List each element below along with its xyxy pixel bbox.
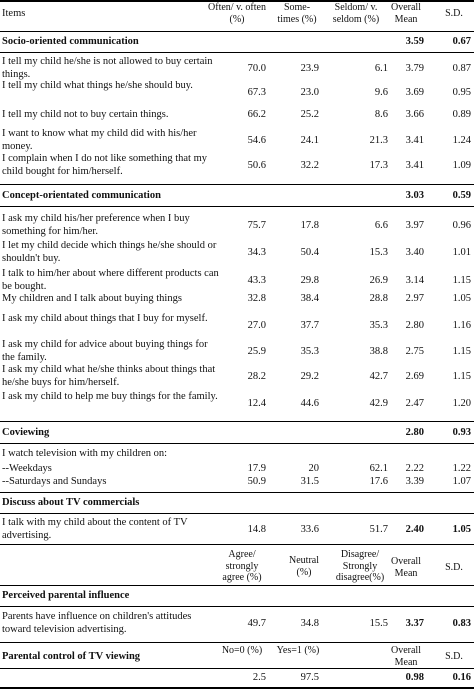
table-row-item: My children and I talk about buying things: [2, 293, 182, 304]
cell-sometimes: 31.5: [300, 476, 319, 487]
cell-mean: 0.98: [405, 672, 424, 683]
cell-sd: 1.22: [452, 463, 471, 474]
cell-sd: 1.01: [452, 247, 471, 258]
section-rule: [0, 668, 474, 669]
cell-mean: 2.97: [405, 293, 424, 304]
cell-mean: 2.47: [405, 398, 424, 409]
cell-mean: 3.40: [405, 247, 424, 258]
section-rule: [0, 52, 474, 53]
cell-sometimes: 23.0: [300, 87, 319, 98]
table-row-item: I want to know what my child did with his/her money.: [2, 128, 197, 152]
cell-sd: 1.09: [452, 160, 471, 171]
cell-mean: 3.37: [405, 618, 424, 629]
control-header-sd: S.D.: [445, 651, 463, 662]
cell-seldom: 42.9: [369, 398, 388, 409]
cell-mean: 3.79: [405, 63, 424, 74]
table-row-item: I talk to him/her about where different products can be bought.: [2, 268, 219, 292]
control-header-mean: Overall Mean: [391, 645, 421, 668]
cell-often: 32.8: [247, 293, 266, 304]
table-row-item: --Weekdays: [2, 463, 52, 474]
section-sd: 0.93: [452, 427, 471, 438]
cell-seldom: 62.1: [369, 463, 388, 474]
section-rule: [0, 206, 474, 207]
cell-sometimes: 23.9: [300, 63, 319, 74]
section-title: Coviewing: [2, 427, 50, 438]
cell-often: 70.0: [247, 63, 266, 74]
section-sd: 0.59: [452, 190, 471, 201]
cell-mean: 2.40: [405, 524, 424, 535]
cell-mean: 3.97: [405, 220, 424, 231]
cell-often: 17.9: [247, 463, 266, 474]
section-title: Socio-oriented communication: [2, 36, 139, 47]
cell-mean: 2.80: [405, 320, 424, 331]
cell-mean: 3.41: [405, 135, 424, 146]
cell-no: 2.5: [252, 672, 266, 683]
section-end-rule: [0, 492, 474, 493]
cell-sometimes: 17.8: [300, 220, 319, 231]
section-end-rule: [0, 421, 474, 422]
cell-sd: 1.07: [452, 476, 471, 487]
cell-sometimes: 33.6: [300, 524, 319, 535]
cell-sometimes: 50.4: [300, 247, 319, 258]
section-mean: 3.59: [405, 36, 424, 47]
cell-seldom: 17.3: [369, 160, 388, 171]
header-sd: S.D.: [445, 8, 463, 19]
table-row-item: I ask my child his/her preference when I buy something for him/her.: [2, 213, 190, 237]
header2-sd: S.D.: [445, 562, 463, 573]
cell-sd: 0.16: [452, 672, 471, 683]
cell-seldom: 8.6: [374, 109, 388, 120]
table-row-item: I let my child decide which things he/she should or shouldn't buy.: [2, 240, 217, 264]
cell-often: 43.3: [247, 275, 266, 286]
cell-sd: 1.24: [452, 135, 471, 146]
cell-mean: 3.14: [405, 275, 424, 286]
cell-sd: 1.05: [452, 524, 471, 535]
cell-mean: 3.69: [405, 87, 424, 98]
cell-often: 66.2: [247, 109, 266, 120]
cell-sd: 1.05: [452, 293, 471, 304]
cell-often: 75.7: [247, 220, 266, 231]
cell-sometimes: 37.7: [300, 320, 319, 331]
section-end-rule: [0, 544, 474, 545]
cell-seldom: 15.3: [369, 247, 388, 258]
section-title: Concept-orientated communication: [2, 190, 161, 201]
header-mean: Overall Mean: [391, 2, 421, 25]
section-title: Perceived parental influence: [2, 590, 130, 601]
header2-agree: Agree/ strongly agree (%): [222, 549, 262, 583]
table-row-item: --Saturdays and Sundays: [2, 476, 107, 487]
cell-neutral: 34.8: [300, 618, 319, 629]
control-header-no: No=0 (%): [221, 645, 263, 656]
cell-often: 54.6: [247, 135, 266, 146]
cell-often: 67.3: [247, 87, 266, 98]
section-end-rule: [0, 642, 474, 643]
section-sd: 0.67: [452, 36, 471, 47]
cell-sd: 0.87: [452, 63, 471, 74]
cell-mean: 3.41: [405, 160, 424, 171]
table-row-item: I tell my child not to buy certain things.: [2, 109, 169, 120]
cell-often: 50.6: [247, 160, 266, 171]
cell-sd: 1.15: [452, 371, 471, 382]
cell-sometimes: 44.6: [300, 398, 319, 409]
cell-often: 12.4: [247, 398, 266, 409]
cell-sometimes: 29.8: [300, 275, 319, 286]
cell-mean: 2.75: [405, 346, 424, 357]
cell-seldom: 17.6: [369, 476, 388, 487]
cell-often: 25.9: [247, 346, 266, 357]
cell-disagree: 15.5: [369, 618, 388, 629]
cell-often: 28.2: [247, 371, 266, 382]
table-row-item: I ask my child to help me buy things for the family.: [2, 391, 218, 402]
cell-seldom: 6.1: [374, 63, 388, 74]
section-rule: [0, 443, 474, 444]
cell-sometimes: 25.2: [300, 109, 319, 120]
cell-seldom: 42.7: [369, 371, 388, 382]
cell-sd: 0.89: [452, 109, 471, 120]
cell-agree: 49.7: [247, 618, 266, 629]
table-row-item: I complain when I do not like something that my child bought for him/herself.: [2, 153, 208, 177]
section-rule: [0, 606, 474, 607]
cell-seldom: 6.6: [374, 220, 388, 231]
cell-sd: 1.20: [452, 398, 471, 409]
cell-seldom: 28.8: [369, 293, 388, 304]
control-header-yes: Yes=1 (%): [276, 645, 320, 656]
header2-rule: [0, 585, 474, 586]
cell-sometimes: 29.2: [300, 371, 319, 382]
cell-mean: 2.69: [405, 371, 424, 382]
bottom-rule: [0, 687, 474, 689]
section-end-rule: [0, 184, 474, 185]
cell-sometimes: 38.4: [300, 293, 319, 304]
header-sometimes: Some- times (%): [277, 2, 317, 25]
cell-seldom: 9.6: [374, 87, 388, 98]
cell-seldom: 26.9: [369, 275, 388, 286]
cell-mean: 3.39: [405, 476, 424, 487]
cell-seldom: 21.3: [369, 135, 388, 146]
cell-sd: 0.96: [452, 220, 471, 231]
cell-sd: 0.95: [452, 87, 471, 98]
cell-often: 34.3: [247, 247, 266, 258]
cell-sd: 1.16: [452, 320, 471, 331]
cell-seldom: 38.8: [369, 346, 388, 357]
cell-sometimes: 24.1: [300, 135, 319, 146]
section-title: Parental control of TV viewing: [2, 651, 141, 662]
table-row-item: I tell my child he/she is not allowed to buy certain things.: [2, 56, 213, 80]
cell-often: 14.8: [247, 524, 266, 535]
cell-yes: 97.5: [300, 672, 319, 683]
cell-sometimes: 20: [308, 463, 319, 474]
header-seldom: Seldom/ v. seldom (%): [332, 2, 380, 25]
cell-mean: 3.66: [405, 109, 424, 120]
table-row-item: I ask my child for advice about buying things for the family.: [2, 339, 208, 363]
cell-often: 27.0: [247, 320, 266, 331]
table-row-item: Parents have influence on children's attitudes toward television advertising.: [2, 611, 192, 635]
table-row-item: I ask my child what he/she thinks about things that he/she buys for him/herself.: [2, 364, 216, 388]
section-title: Discuss about TV commercials: [2, 497, 140, 508]
table-row-item: I tell my child what things he/she should buy.: [2, 80, 193, 91]
cell-seldom: 51.7: [369, 524, 388, 535]
header-often: Often/ v. often (%): [208, 2, 266, 25]
header2-disagree: Disagree/ Strongly disagree(%): [335, 549, 385, 583]
cell-sd: 0.83: [452, 618, 471, 629]
cell-sd: 1.15: [452, 275, 471, 286]
cell-sd: 1.15: [452, 346, 471, 357]
header-rule: [0, 31, 474, 32]
section-mean: 3.03: [405, 190, 424, 201]
cell-seldom: 35.3: [369, 320, 388, 331]
section-intro: I watch television with my children on:: [2, 448, 168, 459]
table-row-item: I talk with my child about the content of TV advertising.: [2, 517, 188, 541]
table-row-item: I ask my child about things that I buy for myself.: [2, 313, 208, 324]
cell-often: 50.9: [247, 476, 266, 487]
section-mean: 2.80: [405, 427, 424, 438]
section-rule: [0, 513, 474, 514]
header2-mean: Overall Mean: [391, 556, 421, 579]
header-items: Items: [2, 8, 26, 19]
header2-neutral: Neutral (%): [289, 555, 319, 578]
cell-sometimes: 35.3: [300, 346, 319, 357]
cell-sometimes: 32.2: [300, 160, 319, 171]
cell-mean: 2.22: [405, 463, 424, 474]
